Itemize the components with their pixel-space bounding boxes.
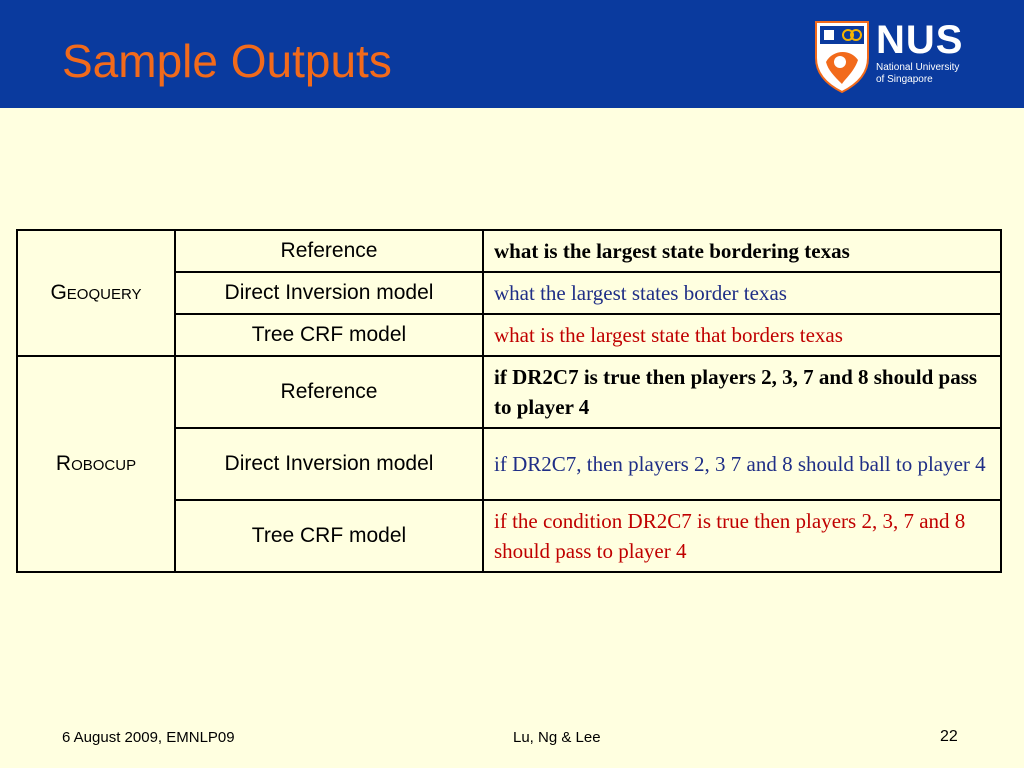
reference-output: what is the largest state bordering texas bbox=[483, 230, 1001, 272]
tree-crf-output: what is the largest state that borders texas bbox=[483, 314, 1001, 356]
model-label: Tree CRF model bbox=[175, 500, 483, 572]
sample-outputs-table bbox=[16, 229, 1002, 573]
slide-title: Sample Outputs bbox=[62, 35, 392, 87]
footer-date-venue: 6 August 2009, EMNLP09 bbox=[62, 729, 235, 746]
model-label: Reference bbox=[175, 230, 483, 272]
footer-authors: Lu, Ng & Lee bbox=[513, 729, 601, 746]
page-number: 22 bbox=[940, 728, 958, 745]
logo-wordmark: NUS bbox=[876, 18, 964, 62]
model-label: Tree CRF model bbox=[175, 314, 483, 356]
group-label-geoquery: Geoquery bbox=[17, 230, 175, 356]
logo-subtitle-line1: National University bbox=[876, 62, 960, 73]
logo-subtitle-line2: of Singapore bbox=[876, 74, 933, 85]
tree-crf-output: if the condition DR2C7 is true then players 2, 3, 7 and 8 should pass to player 4 bbox=[483, 500, 1001, 572]
logo-subtitle bbox=[876, 62, 984, 86]
table-row bbox=[17, 230, 1001, 272]
model-label: Reference bbox=[175, 356, 483, 428]
model-label: Direct Inversion model bbox=[175, 272, 483, 314]
model-label: Direct Inversion model bbox=[175, 428, 483, 500]
nus-logo bbox=[814, 18, 984, 94]
direct-inversion-output: if DR2C7, then players 2, 3 7 and 8 should ball to player 4 bbox=[483, 428, 1001, 500]
group-label-robocup: Robocup bbox=[17, 356, 175, 572]
nus-crest-icon bbox=[814, 18, 870, 94]
direct-inversion-output: what the largest states border texas bbox=[483, 272, 1001, 314]
table-row bbox=[17, 356, 1001, 428]
reference-output: if DR2C7 is true then players 2, 3, 7 and 8 should pass to player 4 bbox=[483, 356, 1001, 428]
